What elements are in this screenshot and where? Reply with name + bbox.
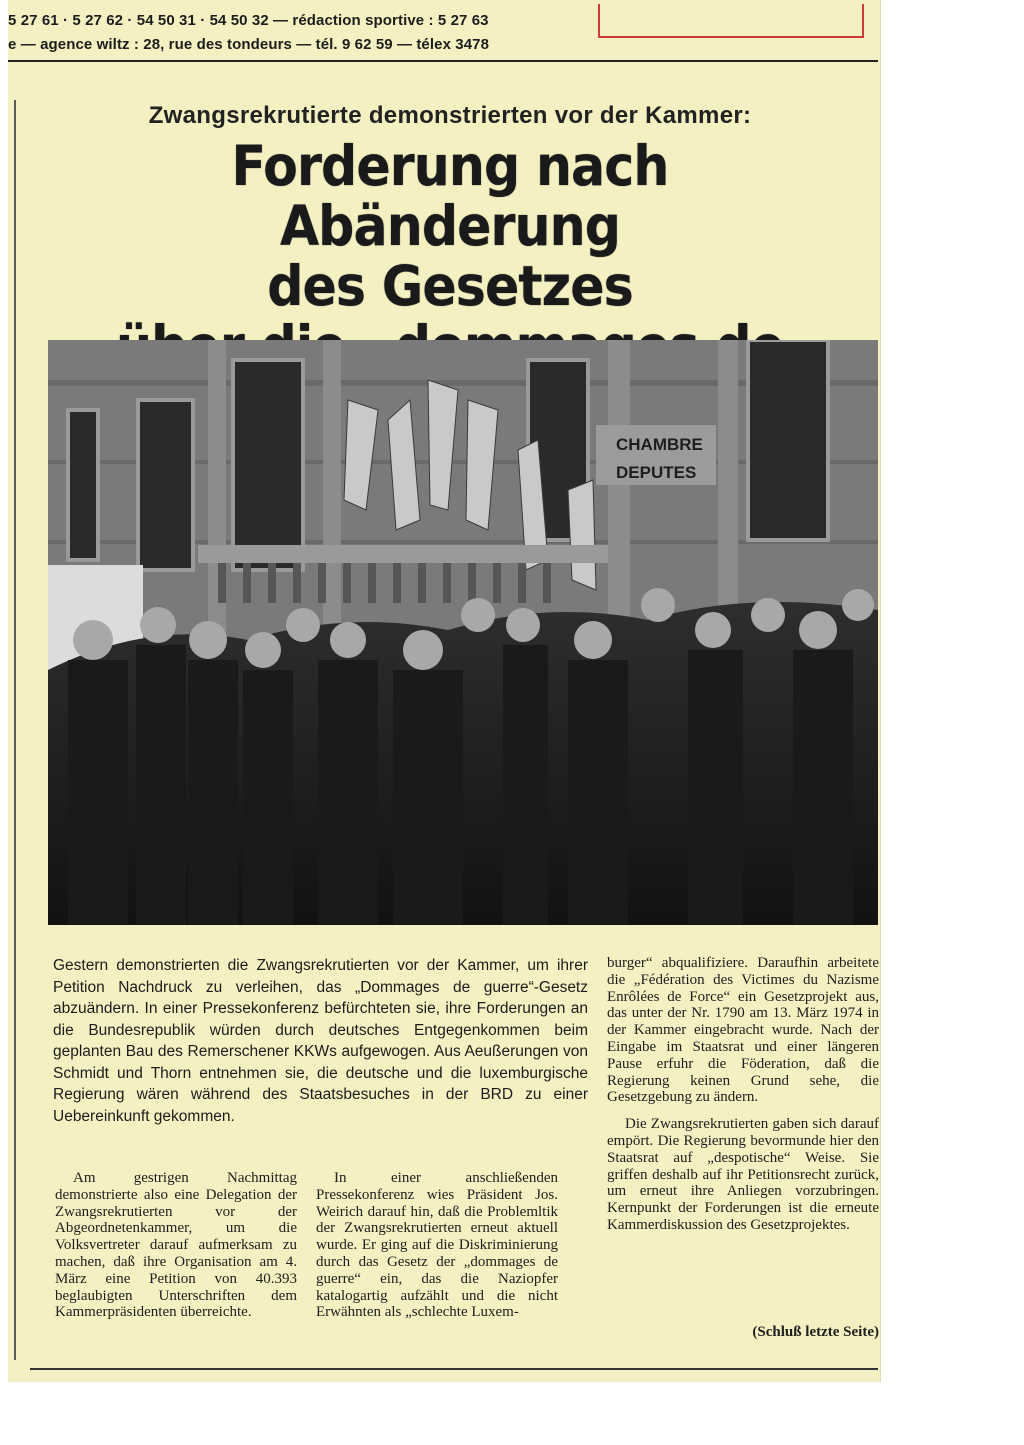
column-3-paragraph-2: Die Zwangsrekrutierten gaben sich darauf empört. Die Regierung bevormunde hier den Staatsrat auf „despotische“ Weise. Sie griffen deshalb auf ihr Petitionsrecht zurück, um erneut ihre Anliegen vorzubringen. Kernpunkt der Forderungen ist die erneute Kammerdiskussion des Gesetzprojektes.: [607, 1116, 879, 1233]
red-marker-box: [598, 4, 864, 38]
article-bottom-rule: [30, 1368, 878, 1370]
photo-sign-chambre: CHAMBRE: [616, 435, 703, 454]
masthead-agency-line: e — agence wiltz : 28, rue des tondeurs — tél. 9 62 59 — télex 3478: [8, 36, 490, 53]
column-3-paragraph-1: burger“ abqualifiziere. Daraufhin arbeitete die „Fédération des Victimes du Nazisme Enrôlées de Force“ ein Gesetzprojekt aus, das unter der Nr. 1790 am 13. März 1974 in der Kammer eingebracht wurde. Nach der Eingabe im Staatsrat und einer längeren Pause erfuhr die Föderation, daß die Regierung keinen Grund sehe, die Gesetzgebung zu ändern.: [607, 955, 879, 1106]
article-kicker: Zwangsrekrutierte demonstrierten vor der Kammer:: [148, 102, 752, 129]
photo-sign-deputes: DEPUTES: [616, 463, 697, 482]
column-2-paragraph: In einer anschließenden Pressekonferenz wies Präsident Jos. Weirich darauf hin, daß die Problemltik der Zwangsrekrutierten erneut aktuell wurde. Er ging auf die Diskriminierung durch das Gesetz der „dommages de guerre“ ein, das die Naziopfer katalogartig aufzählt und die nicht Erwähnten als „schlechte Luxem-: [316, 1170, 558, 1321]
column-rule-left: [14, 100, 16, 1360]
headline-line-2: des Gesetzes: [267, 254, 633, 318]
news-photo-demonstration: [48, 340, 878, 925]
article-column-2: [316, 1170, 558, 1321]
article-column-3: [607, 955, 879, 1244]
photo-illustration: [48, 340, 878, 925]
article-lead: Gestern demonstrierten die Zwangsrekrutierten vor der Kammer, um ihrer Petition Nachdruck zu verleihen, das „Dommages de guerre“-Gesetz abzuändern. In einer Pressekonferenz befürchteten sie, ihre Forderungen an die Bundesrepublik würden durch deutsches Entgegenkommen beim geplanten Bau des Remerschener KKWs aufgewogen. Aus Aeußerungen von Schmidt und Thorn entnehmen sie, die deutsche und die luxemburgische Regierung wären während des Staatsbesuches in der BRD zu einer Uebereinkunft gekommen.: [53, 957, 588, 1125]
masthead-phone-line: 5 27 61 · 5 27 62 · 54 50 31 · 54 50 32 — rédaction sportive : 5 27 63: [8, 12, 489, 29]
masthead-rule: [8, 60, 878, 62]
column-1-paragraph: Am gestrigen Nachmittag demonstrierte also eine Delegation der Zwangsrekrutierten vor der Abgeordnetenkammer, um die Volksvertreter darauf aufmerksam zu machen, daß ihre Organisation am 4. März eine Petition von 40.393 beglaubigten Unterschriften dem Kammerpräsidenten überreichte.: [55, 1170, 297, 1321]
continued-note: (Schluß letzte Seite): [752, 1324, 879, 1340]
article-column-1: [55, 1170, 297, 1321]
headline-line-1: Forderung nach Abänderung: [231, 134, 669, 258]
